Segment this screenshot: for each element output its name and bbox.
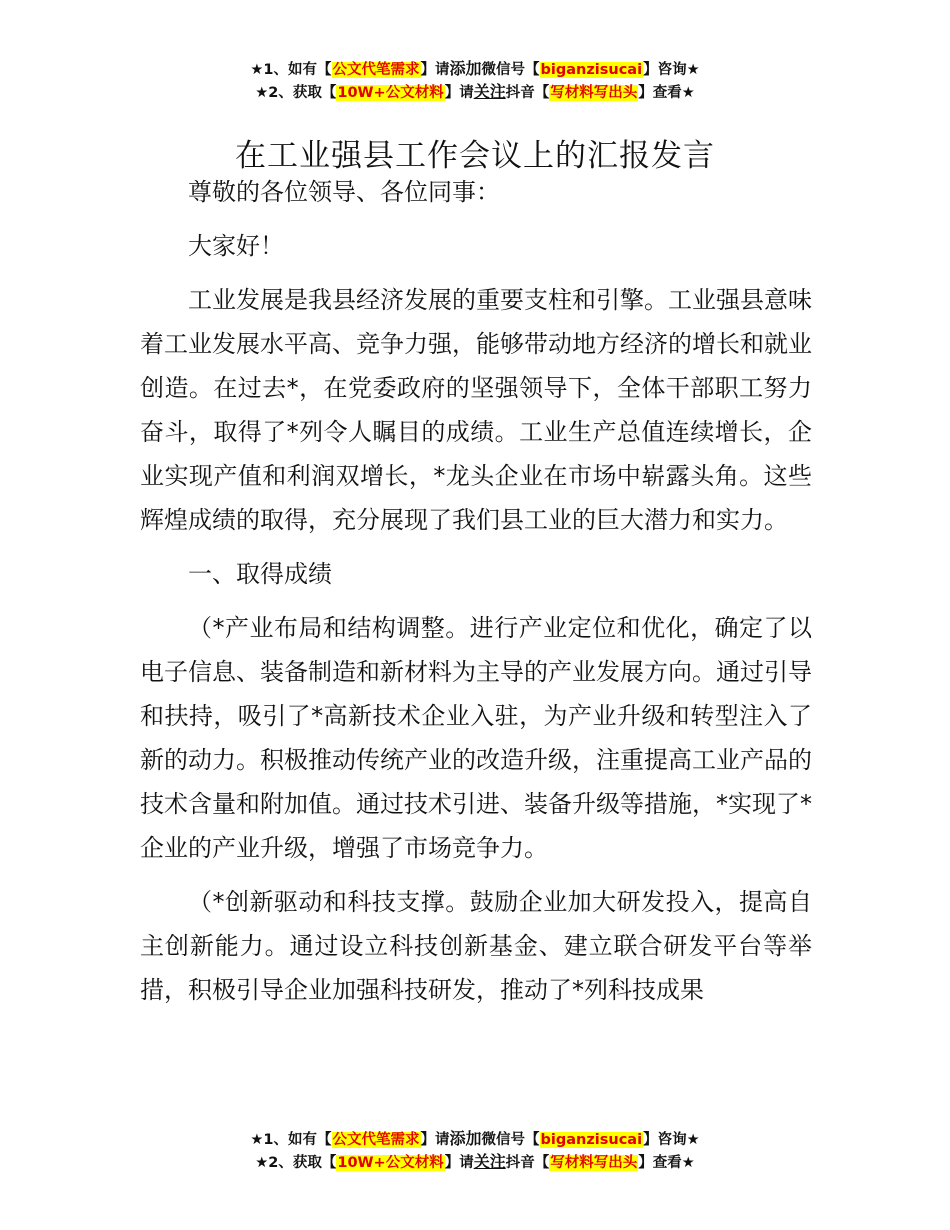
salutation: 尊敬的各位领导、各位同事： [188,178,500,206]
promo-emphasis: 添加 [449,1129,482,1148]
promo-text: 微信号【 [481,1132,540,1148]
highlight-douyin-account: 写材料写出头 [550,1155,638,1171]
highlight-douyin-account: 写材料写出头 [550,85,638,101]
star-icon: ★ [686,62,700,78]
promo-text: 】请 [420,1132,450,1148]
body-paragraph: 工业发展是我县经济发展的重要支柱和引擎。工业强县意味着工业发展水平高、竞争力强，能够带动地方经济的增长和就业创造。在过去*，在党委政府的坚强领导下，全体干部职工努力奋斗，取得了*列令人瞩目的成绩。工业生产总值连续增长，企业实现产值和利润双增长，*龙头企业在市场中崭露头角。这些辉煌成绩的取得，充分展现了我们县工业的巨大潜力和实力。 [140,286,812,534]
highlight-wechat-id: biganzisucai [540,1132,643,1148]
promo-text: 抖音【 [505,1155,550,1171]
promo-text: 抖音【 [505,85,550,101]
body-paragraph: （*产业布局和结构调整。进行产业定位和优化，确定了以电子信息、装备制造和新材料为主导的产业发展方向。通过引导和扶持，吸引了*高新技术企业入驻，为产业升级和转型注入了新的动力。积极推动传统产业的改造升级，注重提高工业产品的技术含量和附加值。通过技术引进、装备升级等措施，*实现了*企业的产业升级，增强了市场竞争力。 [140,614,812,862]
promo-text: 微信号【 [481,62,540,78]
document-title: 在工业强县工作会议上的汇报发言 [235,137,715,174]
highlight-wechat-id: biganzisucai [540,62,643,78]
star-icon: ★ [681,85,695,101]
star-icon: ★ [250,1132,264,1148]
star-icon: ★ [686,1132,700,1148]
body-paragraph: （*创新驱动和科技支撑。鼓励企业加大研发投入，提高自主创新能力。通过设立科技创新基金、建立联合研发平台等举措，积极引导企业加强科技研发，推动了*列科技成果 [140,888,812,1004]
promo-text: 1、如有【 [263,1132,332,1148]
promo-text: 】咨询 [643,62,687,78]
promo-text: 】请 [444,1155,474,1171]
highlight-ghostwriting: 公文代笔需求 [332,62,420,78]
promo-line-2 [0,1151,950,1174]
promo-line-2 [0,81,950,104]
promo-emphasis: 关注 [473,82,506,101]
promo-text: 】查看 [638,85,682,101]
header-promo [0,58,950,104]
promo-text: 1、如有【 [263,62,332,78]
star-icon: ★ [681,1155,695,1171]
star-icon: ★ [250,62,264,78]
document-body [140,170,812,1022]
star-icon: ★ [255,1155,269,1171]
promo-text: 2、获取【 [268,1155,337,1171]
promo-line-1 [0,1128,950,1151]
promo-text: 】请 [420,62,450,78]
promo-text: 】查看 [638,1155,682,1171]
promo-line-1 [0,58,950,81]
promo-emphasis: 添加 [449,59,482,78]
section-heading: 一、取得成绩 [188,560,332,588]
promo-text: 】请 [444,85,474,101]
footer-promo [0,1128,950,1174]
highlight-ghostwriting: 公文代笔需求 [332,1132,420,1148]
highlight-materials: 10W+公文材料 [337,1155,444,1171]
greeting: 大家好！ [188,232,284,260]
promo-text: 】咨询 [643,1132,687,1148]
promo-text: 2、获取【 [268,85,337,101]
star-icon: ★ [255,85,269,101]
promo-emphasis: 关注 [473,1152,506,1171]
highlight-materials: 10W+公文材料 [337,85,444,101]
